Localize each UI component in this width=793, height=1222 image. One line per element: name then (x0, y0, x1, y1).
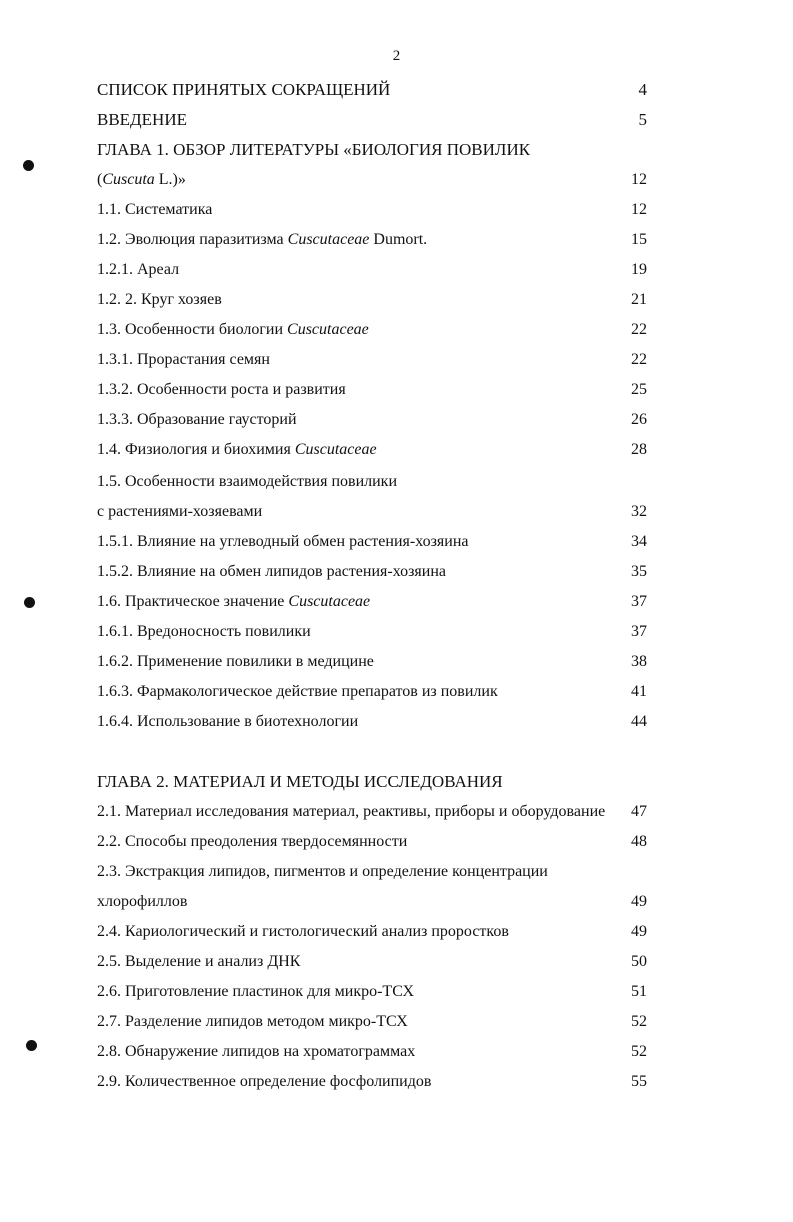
toc-title: 1.2. Эволюция паразитизма Cuscutaceae Dumort. (97, 231, 428, 248)
toc-page: 22 (631, 351, 647, 368)
toc-title: 1.6. Практическое значение Cuscutaceae (97, 593, 371, 610)
toc-entry (97, 859, 657, 885)
toc-page: 52 (631, 1013, 647, 1030)
toc-title: 1.6.3. Фармакологическое действие препаратов из повилик (97, 683, 498, 700)
toc-entry (97, 137, 657, 163)
toc-page: 52 (631, 1043, 647, 1060)
toc-page: 19 (631, 261, 647, 278)
toc-title: ГЛАВА 1. ОБЗОР ЛИТЕРАТУРЫ «БИОЛОГИЯ ПОВИЛИК (97, 140, 531, 159)
toc-page: 12 (631, 171, 647, 188)
toc-page: 50 (631, 953, 647, 970)
toc-page: 26 (631, 411, 647, 428)
toc-entry (97, 287, 657, 313)
toc-entry (97, 559, 657, 585)
toc-page: 38 (631, 653, 647, 670)
toc-page: 37 (631, 623, 647, 640)
toc-title: 1.3.1. Прорастания семян (97, 351, 270, 368)
toc-page: 41 (631, 683, 647, 700)
toc-title: хлорофиллов (97, 893, 188, 910)
toc-entry (97, 589, 657, 615)
toc-entry (97, 1009, 657, 1035)
toc-entry (97, 949, 657, 975)
toc-entry (97, 1069, 657, 1095)
toc-page: 37 (631, 593, 647, 610)
toc-title: (Cuscuta L.)» (97, 171, 186, 188)
toc-title: СПИСОК ПРИНЯТЫХ СОКРАЩЕНИЙ (97, 80, 391, 99)
page-number: 2 (392, 48, 401, 64)
toc-title: ВВЕДЕНИЕ (97, 110, 187, 129)
toc-entry (97, 619, 657, 645)
toc-page: 49 (631, 923, 647, 940)
toc-page: 5 (638, 110, 647, 129)
toc-title: 1.6.2. Применение повилики в медицине (97, 653, 374, 670)
toc-title: 1.3. Особенности биологии Cuscutaceae (97, 321, 369, 338)
toc-page: 44 (631, 713, 647, 730)
toc-page: 21 (631, 291, 647, 308)
toc-title: 2.2. Способы преодоления твердосемянности (97, 833, 408, 850)
toc-entry (97, 107, 657, 133)
toc-entry (97, 167, 657, 193)
toc-title: 2.9. Количественное определение фосфолипидов (97, 1073, 432, 1090)
toc-entry (97, 889, 657, 915)
toc-title: 1.3.3. Образование гаусторий (97, 411, 297, 428)
toc-title: ГЛАВА 2. МАТЕРИАЛ И МЕТОДЫ ИССЛЕДОВАНИЯ (97, 772, 503, 791)
toc-title: 2.5. Выделение и анализ ДНК (97, 953, 301, 970)
toc-title: 1.2. 2. Круг хозяев (97, 291, 222, 308)
toc-title: 1.5. Особенности взаимодействия повилики (97, 473, 398, 490)
toc-title: 1.6.1. Вредоносность повилики (97, 623, 311, 640)
toc-title: 1.5.1. Влияние на углеводный обмен растения-хозяина (97, 533, 469, 550)
toc-page: 15 (631, 231, 647, 248)
scan-mark (23, 160, 34, 171)
toc-entry (97, 979, 657, 1005)
toc-title: 1.6.4. Использование в биотехнологии (97, 713, 359, 730)
toc-title: с растениями-хозяевами (97, 503, 263, 520)
toc-page: 22 (631, 321, 647, 338)
toc-entry (97, 799, 657, 825)
toc-entry (97, 257, 657, 283)
toc-page: 51 (631, 983, 647, 1000)
toc-page: 55 (631, 1073, 647, 1090)
toc-entry (97, 529, 657, 555)
toc-title: 2.8. Обнаружение липидов на хроматограммах (97, 1043, 416, 1060)
toc-title: 1.5.2. Влияние на обмен липидов растения-хозяина (97, 563, 447, 580)
toc-page: 49 (631, 893, 647, 910)
toc-entry (97, 437, 657, 463)
toc-title: 1.2.1. Ареал (97, 261, 180, 278)
toc-page: 47 (631, 803, 647, 820)
toc-entry (97, 197, 657, 223)
toc-entry (97, 347, 657, 373)
toc-entry (97, 769, 657, 795)
toc-entry (97, 377, 657, 403)
toc-entry (97, 1039, 657, 1065)
toc-page: 28 (631, 441, 647, 458)
toc-page: 34 (631, 533, 647, 550)
toc-title: 2.4. Кариологический и гистологический анализ проростков (97, 923, 509, 940)
toc-title: 2.6. Приготовление пластинок для микро-ТСХ (97, 983, 415, 1000)
scan-mark (24, 597, 35, 608)
toc-entry (97, 469, 657, 495)
toc-title: 2.3. Экстракция липидов, пигментов и определение концентрации (97, 863, 548, 880)
toc-title: 1.4. Физиология и биохимия Cuscutaceae (97, 441, 377, 458)
toc-title: 2.1. Материал исследования материал, реактивы, приборы и оборудование (97, 803, 606, 820)
toc-entry (97, 499, 657, 525)
toc-page: 35 (631, 563, 647, 580)
toc-title: 1.3.2. Особенности роста и развития (97, 381, 346, 398)
toc-page: 32 (631, 503, 647, 520)
toc-entry (97, 649, 657, 675)
toc-page: 4 (638, 80, 647, 99)
toc-entry (97, 829, 657, 855)
toc-entry (97, 679, 657, 705)
toc-entry (97, 227, 657, 253)
toc-page: 48 (631, 833, 647, 850)
toc-entry (97, 317, 657, 343)
toc-page: 25 (631, 381, 647, 398)
toc-entry (97, 709, 657, 735)
toc-page: 12 (631, 201, 647, 218)
toc-title: 2.7. Разделение липидов методом микро-ТСХ (97, 1013, 408, 1030)
toc-entry (97, 919, 657, 945)
toc-title: 1.1. Систематика (97, 201, 213, 218)
scan-mark (26, 1040, 37, 1051)
toc-entry (97, 77, 657, 103)
toc-entry (97, 407, 657, 433)
